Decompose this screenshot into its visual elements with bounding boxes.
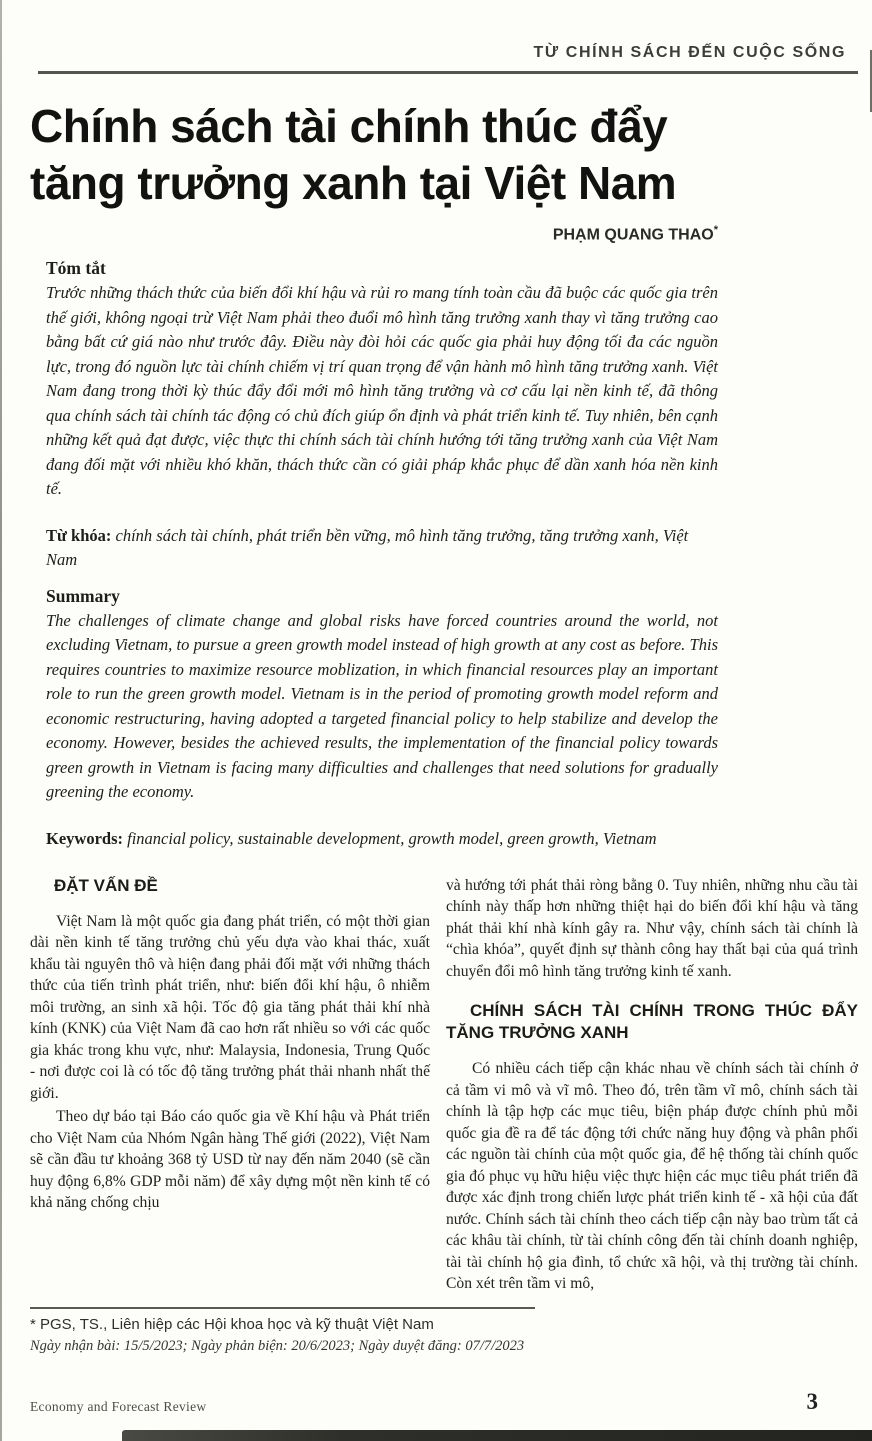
abstract-vi-heading: Tóm tắt: [46, 258, 106, 279]
section-heading-policy: CHÍNH SÁCH TÀI CHÍNH TRONG THÚC ĐẨY TĂNG TRƯỞNG XANH: [446, 1001, 858, 1043]
body-columns: [30, 875, 858, 1295]
footnote-rule: [30, 1307, 535, 1309]
intro-paragraph-1: Việt Nam là một quốc gia đang phát triển, có một thời gian dài nền kinh tế tăng trưởng chủ yếu dựa vào khai thác, xuất khẩu tài nguyên thô và hiện đang phải đối mặt với những thách thức của tiến trình phát triển, như: biến đổi khí hậu, ô nhiễm môi trường, an sinh xã hội. Tốc độ gia tăng phát thải khí nhà kính (KNK) của Việt Nam đã cao hơn rất nhiều so với các quốc gia khác trong khu vực, như: Malaysia, Indonesia, Trung Quốc - nơi được coi là có tốc độ tăng trưởng phát thải nhanh nhất thế giới.: [30, 912, 430, 1102]
abstract-en-heading: Summary: [46, 585, 120, 606]
intro-paragraph-2: Theo dự báo tại Báo cáo quốc gia về Khí hậu và Phát triển cho Việt Nam của Nhóm Ngân hàng Thế giới (2022), Việt Nam sẽ cần đầu tư khoảng 368 tỷ USD từ nay đến năm 2040 (sẽ cần huy động 6,8% GDP mỗi năm) để xây dựng một nền kinh tế có khả năng chống chịu: [30, 1108, 430, 1212]
page-number: 3: [806, 1388, 818, 1414]
abstract-vi-body: Trước những thách thức của biến đổi khí hậu và rủi ro mang tính toàn cầu đã buộc các quốc gia trên thế giới, không ngoại trừ Việt Nam phải theo đuổi mô hình tăng trưởng xanh thay vì tăng trưởng cao bằng bất cứ giá nào như trước đây. Điều này đòi hỏi các quốc gia phải huy động tối đa các nguồn lực, trong đó nguồn lực tài chính chiếm vị trí quan trọng để vận hành mô hình tăng trưởng xanh. Việt Nam đang trong thời kỳ thúc đẩy đổi mới mô hình tăng trưởng và cơ cấu lại nền kinh tế, đã thông qua chính sách tài chính tác động có chủ đích giúp ổn định và phát triển kinh tế. Tuy nhiên, bên cạnh những kết quả đạt được, việc thực thi chính sách tài chính hướng tới tăng trưởng xanh của Việt Nam đang đối mặt với nhiều khó khăn, thách thức cần có giải pháp khắc phục để dần xanh hóa nền kinh tế.: [46, 283, 718, 499]
running-head: TỪ CHÍNH SÁCH ĐẾN CUỘC SỐNG: [533, 44, 846, 61]
body-column-left: [30, 875, 430, 1295]
author-footnote-mark: *: [713, 224, 718, 237]
author-name: PHẠM QUANG THAO: [552, 226, 714, 244]
intro-paragraph-2-continuation: và hướng tới phát thải ròng bằng 0. Tuy nhiên, những nhu cầu tài chính này thấp hơn những thiệt hại do biến đổi khí hậu và tăng phát thải khí nhà kính gây ra. Như vậy, chính sách tài chính là “chìa khóa”, quyết định sự thành công hay thất bại của quá trình chuyển đổi mô hình tăng trưởng kinh tế xanh.: [446, 876, 858, 980]
footnote-block: [30, 1307, 858, 1355]
page-footer: [30, 1389, 858, 1415]
keywords-en-text: financial policy, sustainable development, growth model, green growth, Vietnam: [127, 828, 657, 848]
footnote-affiliation: * PGS, TS., Liên hiệp các Hội khoa học và kỹ thuật Việt Nam: [30, 1315, 434, 1333]
header-rule: [38, 71, 858, 74]
article-title-line2: tăng trưởng xanh tại Việt Nam: [30, 157, 677, 210]
journal-name: Economy and Forecast Review: [30, 1398, 207, 1414]
section-heading-intro: ĐẶT VẤN ĐỀ: [54, 875, 158, 895]
abstract-en-body: The challenges of climate change and global risks have forced countries around the world, not excluding Vietnam, to pursue a green growth model instead of high growth at any cost as before. This requires countries to maximize resource moblization, in which financial resources play an important role to run the green growth model. Vietnam is in the period of promoting growth model reform and economic restructuring, having adopted a targeted financial policy to help stabilize and develop the economy. However, besides the achieved results, the implementation of the financial policy towards green growth in Vietnam is facing many difficulties and challenges that need solutions for gradually greening the economy.: [46, 610, 718, 802]
footnote-dates: Ngày nhận bài: 15/5/2023; Ngày phản biện: 20/6/2023; Ngày duyệt đăng: 07/7/2023: [30, 1337, 525, 1354]
scan-bottom-bar: [122, 1430, 872, 1441]
keywords-vi-text: chính sách tài chính, phát triển bền vững, mô hình tăng trưởng, tăng trưởng xanh, Việt Nam: [46, 525, 689, 569]
keywords-en-line: [46, 827, 718, 851]
abstract-section: [46, 258, 718, 851]
article-title: [30, 98, 858, 212]
body-column-right: [446, 875, 858, 1295]
keywords-en-label: Keywords:: [46, 828, 123, 848]
author-line: [46, 224, 718, 244]
policy-paragraph-1: Có nhiều cách tiếp cận khác nhau về chính sách tài chính ở cả tầm vi mô và vĩ mô. Theo đó, trên tầm vĩ mô, chính sách tài chính là tập hợp các mục tiêu, biện pháp được chính phủ mỗi quốc gia đề ra để tác động tới chức năng huy động và phân phối các nguồn tài chính của một quốc gia, để hệ thống tài chính quốc gia đó phục vụ hữu hiệu việc thực hiện các mục tiêu phát triển đã được xác định trong chiến lược phát triển kinh tế - xã hội của đất nước. Chính sách tài chính theo cách tiếp cận này bao trùm tất cả các khâu tài chính, từ tài chính công đến tài chính doanh nghiệp, tài tài chính hộ gia đình, tổ chức xã hội, và thị trường tài chính. Còn xét trên tầm vi mô,: [446, 1060, 858, 1293]
scan-left-edge-line: [0, 0, 2, 1441]
keywords-vi-line: [46, 524, 718, 572]
keywords-vi-label: Từ khóa:: [46, 525, 112, 545]
article-title-line1: Chính sách tài chính thúc đẩy: [30, 100, 668, 152]
